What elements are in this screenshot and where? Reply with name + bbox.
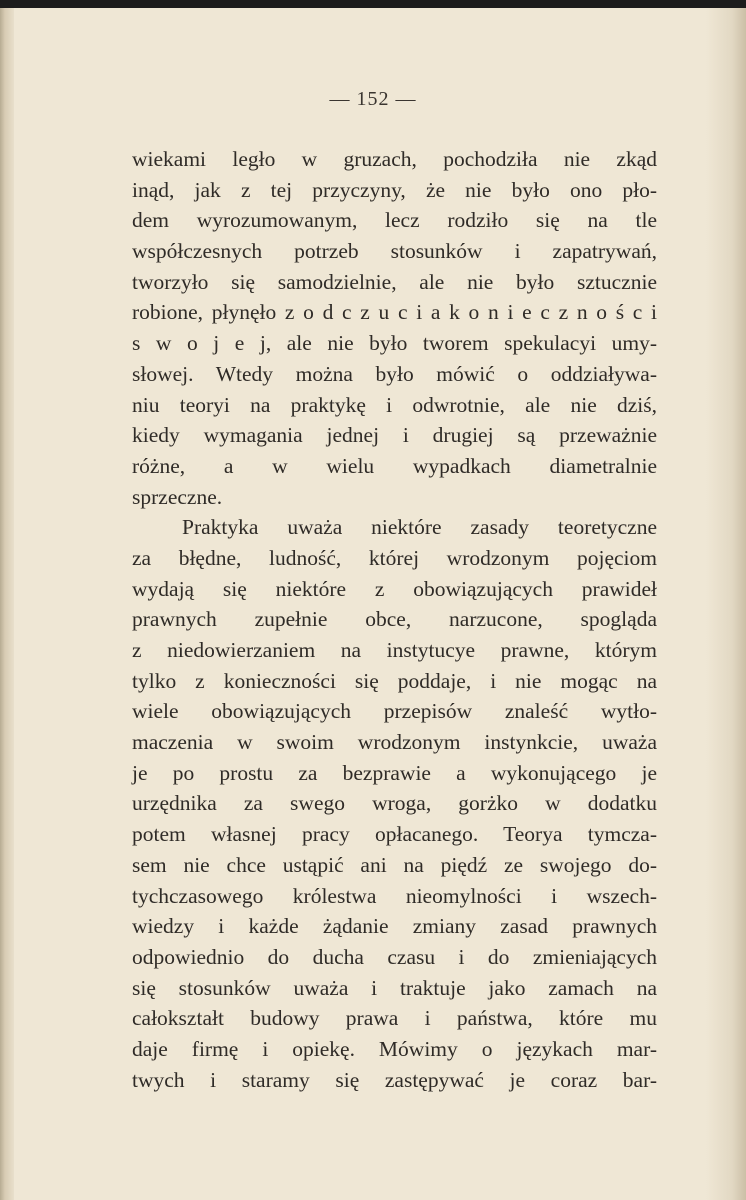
text-line: urzędnika za swego wroga, gorżko w dodatku <box>132 791 657 816</box>
text-line: różne, a w wielu wypadkach diametralnie <box>132 453 657 478</box>
text-line: sprzeczne. <box>132 484 223 509</box>
text-line: z niedowierzaniem na instytucye prawne, którym <box>132 638 657 662</box>
text-line: je po prostu za bezprawie a wykonującego je <box>132 760 657 785</box>
text-line: wiedzy i każde żądanie zmiany zasad prawnych <box>132 914 657 939</box>
text-line: za błędne, ludność, której wrodzonym pojęciom <box>132 545 657 570</box>
text-line: całokształt budowy prawa i państwa, które mu <box>132 1006 657 1031</box>
text-line: inąd, jak z tej przyczyny, że nie było ono pło- <box>132 177 657 202</box>
page-left-margin-shadow <box>0 8 14 1200</box>
text-line: się stosunków uważa i traktuje jako zamach na <box>132 975 657 1000</box>
page-number: — 152 — <box>329 88 417 110</box>
text-line: robione, płynęło z o d c z u c i a k o n i e c z n o ś c i <box>132 300 657 325</box>
text-line: wydają się niektóre z obowiązujących prawideł <box>132 576 657 601</box>
text-line: tychczasowego królestwa nieomylności i wszech- <box>132 883 657 908</box>
body-text <box>132 144 657 1095</box>
text-line: wiele obowiązujących przepisów znaleść wytło- <box>132 699 657 724</box>
text-line: kiedy wymagania jednej i drugiej są przeważnie <box>132 423 657 448</box>
text-line: odpowiednio do ducha czasu i do zmieniających <box>132 944 657 969</box>
text-line: słowej. Wtedy można było mówić o oddziaływa- <box>132 361 657 386</box>
text-line: tworzyło się samodzielnie, ale nie było sztucznie <box>132 269 657 294</box>
text-line-paragraph-start: Praktyka uważa niektóre zasady teoretyczne <box>182 515 657 540</box>
text-line: sem nie chce ustąpić ani na piędź ze swojego do- <box>132 852 657 877</box>
text-line: daje firmę i opiekę. Mówimy o językach mar- <box>132 1036 657 1061</box>
text-line: prawnych zupełnie obce, narzucone, spogląda <box>132 607 657 632</box>
text-line: tylko z konieczności się poddaje, i nie mogąc na <box>132 668 657 693</box>
text-line: niu teoryi na praktykę i odwrotnie, ale nie dziś, <box>132 392 657 417</box>
page-right-margin-shadow <box>706 8 746 1200</box>
text-line: potem własnej pracy opłacanego. Teorya tymcza- <box>132 822 657 847</box>
text-line: s w o j e j, ale nie było tworem spekulacyi umy- <box>132 331 657 356</box>
text-line: maczenia w swoim wrodzonym instynkcie, uważa <box>132 730 657 755</box>
text-line: współczesnych potrzeb stosunków i zapatrywań, <box>132 239 657 264</box>
text-line: twych i staramy się zastępywać je coraz bar- <box>132 1067 657 1092</box>
scan-top-border <box>0 0 746 8</box>
text-line: dem wyrozumowanym, lecz rodziło się na tle <box>132 208 657 233</box>
text-line: wiekami legło w gruzach, pochodziła nie zkąd <box>132 147 657 171</box>
